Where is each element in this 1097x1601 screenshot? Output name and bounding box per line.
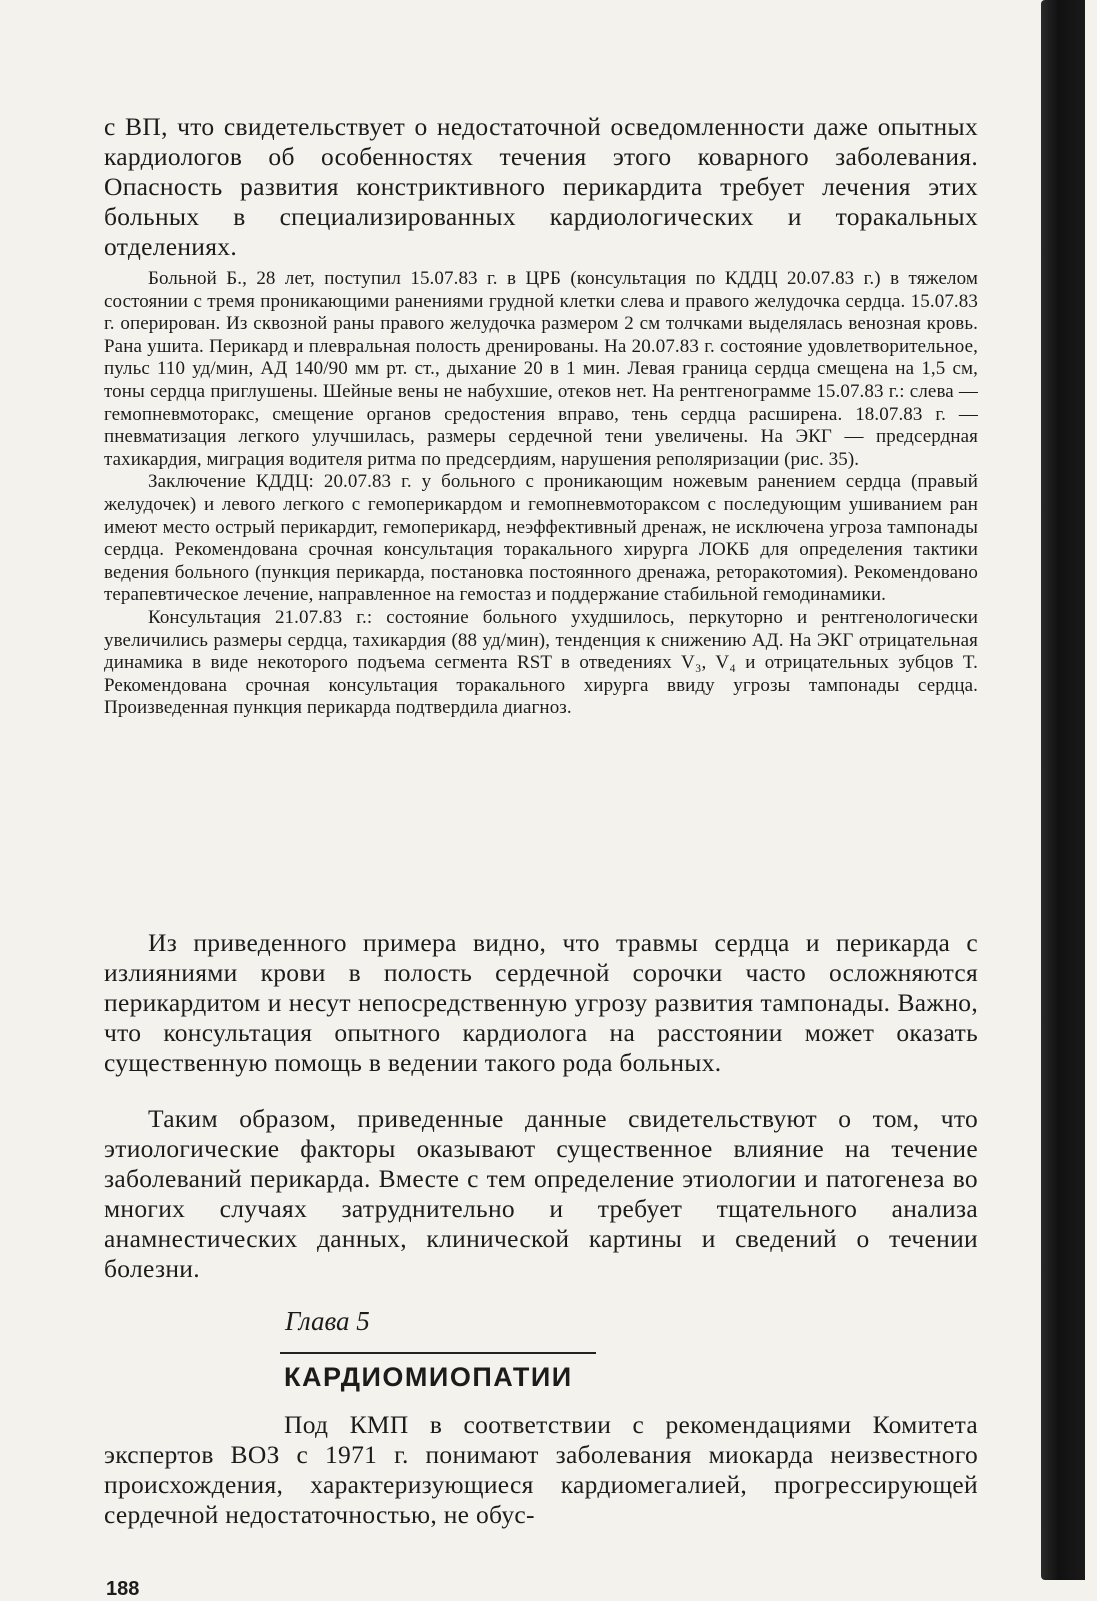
page-edge-shadow bbox=[1041, 0, 1085, 1580]
top-paragraph: с ВП, что свидетельствует о недостаточной осведомленности даже опытных кардиологов об особенностях течения этого коварного заболевания. Опасность развития констриктивного перикардита требует лечения этих больных в специализированных кардиологических и торакальных отделениях. bbox=[104, 112, 978, 261]
conclusion-paragraph-2: Таким образом, приведенные данные свидетельствуют о том, что этиологические факторы оказывают существенное влияние на течение заболеваний перикарда. Вместе с тем определение этиологии и патогенеза во многих случаях затруднительно и требует тщательного анализа анамнестических данных, клинической картины и сведений о течении болезни. bbox=[104, 1104, 978, 1283]
chapter-intro-paragraph: Под КМП в соответствии с рекомендациями Комитета экспертов ВОЗ с 1971 г. понимают заболевания миокарда неизвестного происхождения, характеризующиеся кардиомегалией, прогрессирующей сердечной недостаточностью, не обус- bbox=[104, 1410, 978, 1529]
page-number: 188 bbox=[106, 1578, 140, 1600]
case-followup: Консультация 21.07.83 г.: состояние больного ухудшилось, перкуторно и рентгенологически увеличились размеры сердца, тахикардия (88 уд/мин), тенденция к снижению АД. На ЭКГ отрицательная динамика в виде некоторого подъема сегмента RST в отведениях V₃, V₄ и отрицательных зубцов T. Рекомендована срочная консультация торакального хирурга ввиду угрозы тампонады сердца. Произведенная пункция перикарда подтвердила диагноз. bbox=[104, 606, 978, 719]
chapter-label: Глава 5 bbox=[285, 1306, 370, 1336]
chapter-rule bbox=[280, 1352, 596, 1354]
chapter-title: КАРДИОМИОПАТИИ bbox=[284, 1362, 573, 1392]
case-report bbox=[104, 268, 978, 720]
case-history: Больной Б., 28 лет, поступил 15.07.83 г. в ЦРБ (консультация по КДДЦ 20.07.83 г.) в тяжелом состоянии с тремя проникающими ранениями грудной клетки слева и правого желудочка сердца. 15.07.83 г. оперирован. Из сквозной раны правого желудочка размером 2 см толчками выделялась венозная кровь. Рана ушита. Перикард и плевральная полость дренированы. На 20.07.83 г. состояние удовлетворительное, пульс 110 уд/мин, АД 140/90 мм рт. ст., дыхание 20 в 1 мин. Левая граница сердца смещена на 1,5 см, тоны сердца приглушены. Шейные вены не набухшие, отеков нет. На рентгенограмме 15.07.83 г.: слева — гемопневмоторакс, смещение органов средостения вправо, тень сердца расширена. 18.07.83 г. — пневматизация легкого улучшилась, размеры сердечной тени увеличены. На ЭКГ — предсердная тахикардия, миграция водителя ритма по предсердиям, нарушения реполяризации (рис. 35). bbox=[104, 268, 978, 470]
case-conclusion: Заключение КДДЦ: 20.07.83 г. у больного с проникающим ножевым ранением сердца (правый желудочек) и левого легкого с гемоперикардом и гемопневмотораксом с последующим ушиванием ран имеют место острый перикардит, гемоперикард, неэффективный дренаж, не исключена угроза тампонады сердца. Рекомендована срочная консультация торакального хирурга ЛОКБ для определения тактики ведения больного (пункция перикарда, постановка постоянного дренажа, реторакотомия). Рекомендовано терапевтическое лечение, направленное на гемостаз и поддержание стабильной гемодинамики. bbox=[104, 471, 978, 606]
conclusion-paragraph-1: Из приведенного примера видно, что травмы сердца и перикарда с излияниями крови в полость сердечной сорочки часто осложняются перикардитом и несут непосредственную угрозу развития тампонады. Важно, что консультация опытного кардиолога на расстоянии может оказать существенную помощь в ведении такого рода больных. bbox=[104, 928, 978, 1077]
